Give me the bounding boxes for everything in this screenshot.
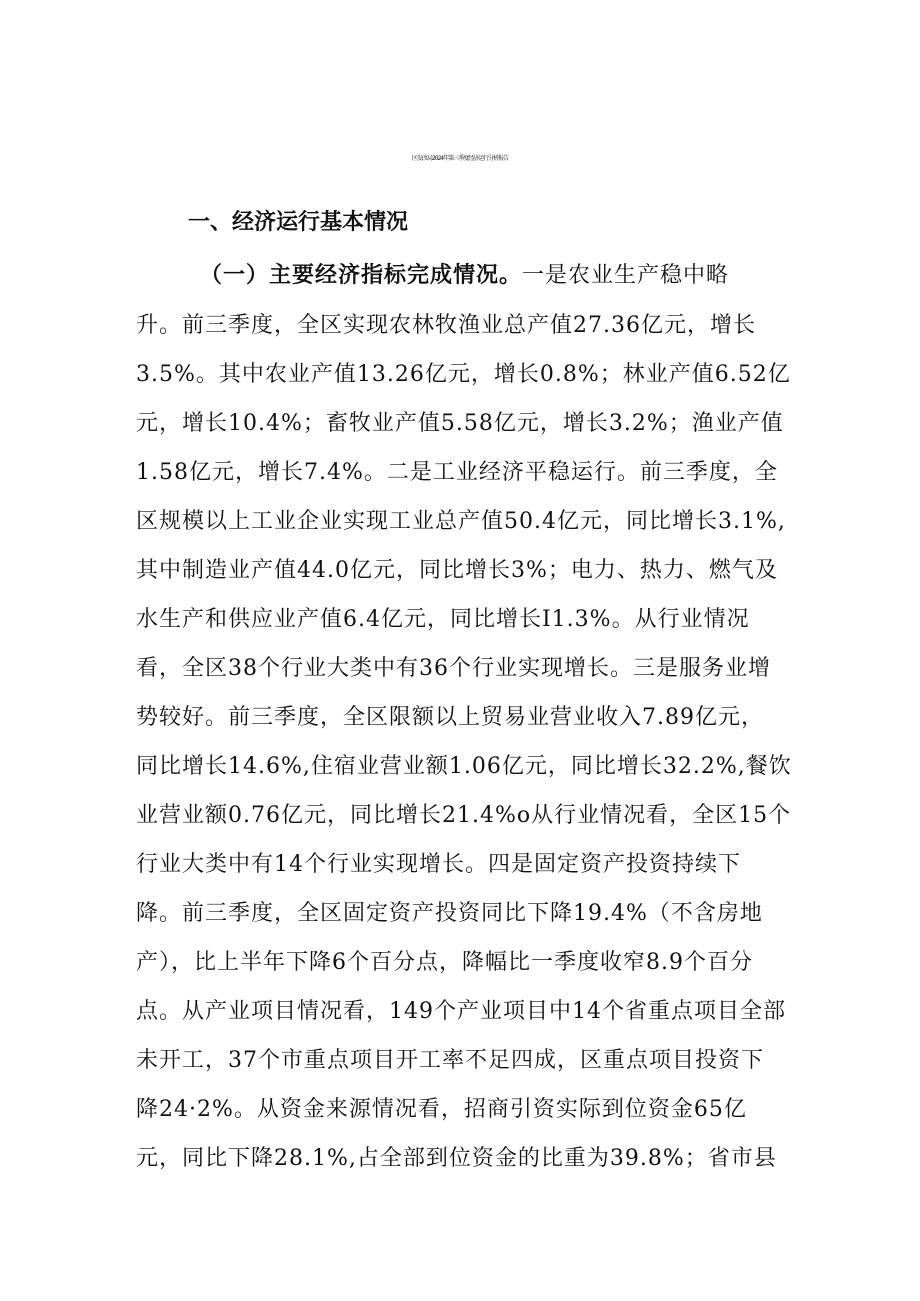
paragraph-line: 元，同比下降28.1%,占全部到位资金的比重为39.8%；省市县 <box>136 1146 777 1171</box>
paragraph-line: 势较好。前三季度，全区限额以上贸易业营业收入7.89亿元， <box>136 705 764 730</box>
paragraph-line: 降。前三季度，全区固定资产投资同比下降19.4%（不含房地 <box>136 901 763 926</box>
paragraph-line-text: 一是农业生产稳中略 <box>522 263 730 288</box>
paragraph-line: 点。从产业项目情况看，149个产业项目中14个省重点项目全部 <box>136 999 786 1024</box>
paragraph-line: 水生产和供应业产值6.4亿元，同比增长I1.3%。从行业情况 <box>136 607 750 632</box>
paragraph-line: 业营业额0.76亿元，同比增长21.4%o从行业情况看，全区15个 <box>136 803 792 828</box>
section-heading: 一、经济运行基本情况 <box>188 209 409 235</box>
paragraph-line: 其中制造业产值44.0亿元，同比增长3%；电力、热力、燃气及 <box>136 558 778 583</box>
paragraph-line: 同比增长14.6%,住宿业营业额1.06亿元，同比增长32.2%,餐饮 <box>136 754 792 779</box>
paragraph-line: 元，增长10.4%；畜牧业产值5.58亿元，增长3.2%；渔业产值 <box>136 411 784 436</box>
paragraph-line: 产），比上半年下降6个百分点，降幅比一季度收窄8.9个百分 <box>136 950 753 975</box>
paragraph-line: 降24·2%。从资金来源情况看，招商引资实际到位资金65亿 <box>136 1097 747 1122</box>
document-title: 区发改局2024年第三季度经济运行分析报告 <box>411 155 509 162</box>
paragraph-line: 3.5%。其中农业产值13.26亿元，增长0.8%；林业产值6.52亿 <box>136 362 791 387</box>
paragraph-line: 1.58亿元，增长7.4%。二是工业经济平稳运行。前三季度，全 <box>136 460 778 485</box>
paragraph-line: 未开工，37个市重点项目开工率不足四成，区重点项目投资下 <box>136 1048 764 1073</box>
paragraph-line: 区规模以上工业企业实现工业总产值50.4亿元，同比增长3.1%, <box>136 509 786 534</box>
paragraph-line: 行业大类中有14个行业实现增长。四是固定资产投资持续下 <box>136 852 741 877</box>
paragraph-line-1 <box>200 252 729 300</box>
subsection-lead: （一）主要经济指标完成情况。 <box>200 263 523 288</box>
paragraph-line: 看，全区38个行业大类中有36个行业实现增长。三是服务业增 <box>136 656 771 681</box>
paragraph-line: 升。前三季度，全区实现农林牧渔业总产值27.36亿元，增长 <box>136 313 756 338</box>
